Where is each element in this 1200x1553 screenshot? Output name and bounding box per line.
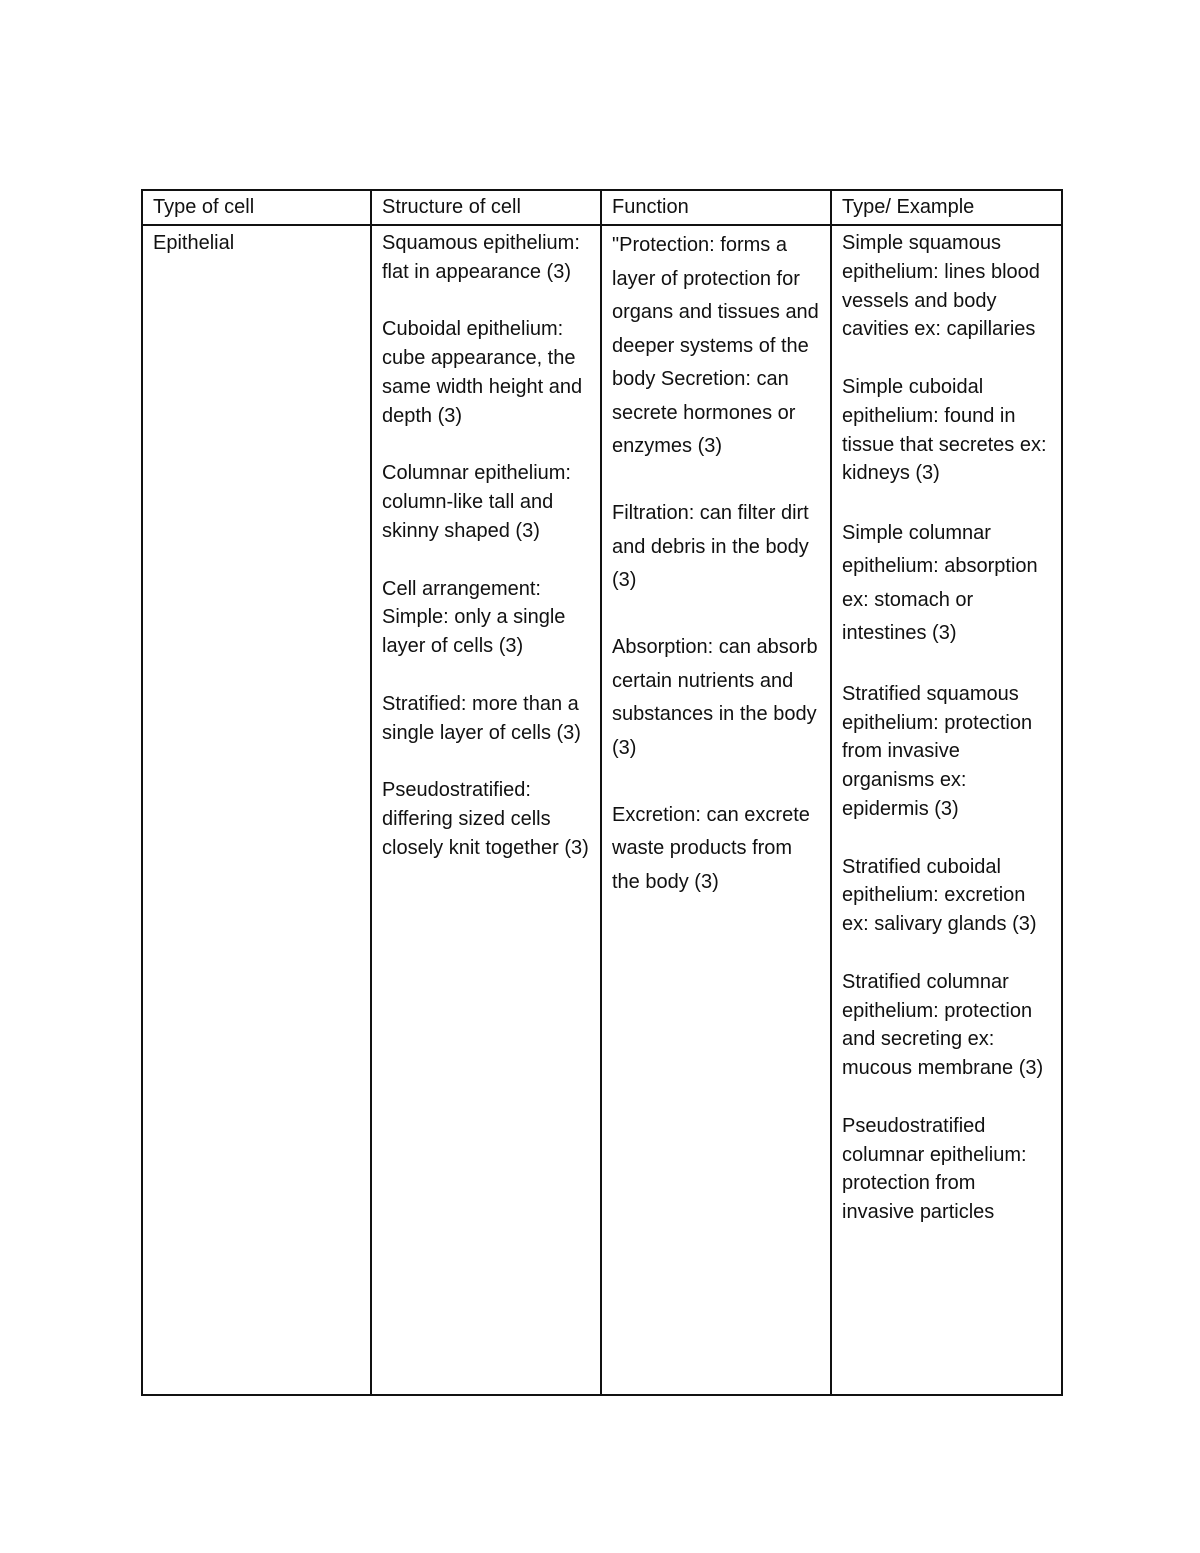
- header-type-example: Type/ Example: [831, 190, 1062, 225]
- structure-item: Pseudostratified: differing sized cells closely knit together (3): [382, 779, 589, 859]
- example-item: Simple squamous epithelium: lines blood vessels and body cavities ex: capillaries: [842, 232, 1040, 341]
- example-item: Pseudostratified columnar epithelium: protection from invasive particles: [842, 1114, 1027, 1224]
- structure-item: Cell arrangement: Simple: only a single layer of cells (3): [382, 577, 566, 658]
- example-item: Stratified cuboidal epithelium: excretion ex: salivary glands (3): [842, 855, 1037, 936]
- cell-structure: [371, 225, 601, 1395]
- function-item: Absorption: can absorb certain nutrients and substances in the body (3): [612, 636, 818, 759]
- cell-examples: [831, 225, 1062, 1395]
- header-type-of-cell: Type of cell: [142, 190, 371, 225]
- cell-function: [601, 225, 831, 1395]
- table-row: [142, 225, 1062, 1395]
- example-item: Simple columnar epithelium: absorption ex: stomach or intestines (3): [842, 521, 1038, 645]
- function-item: Excretion: can excrete waste products from the body (3): [612, 803, 810, 893]
- table-header-row: [142, 190, 1062, 225]
- cell-type-of-cell: [142, 225, 371, 1395]
- header-function: Function: [601, 190, 831, 225]
- structure-item: Squamous epithelium: flat in appearance (3): [382, 232, 580, 283]
- example-item: Simple cuboidal epithelium: found in tissue that secretes ex: kidneys (3): [842, 375, 1047, 485]
- example-item: Stratified squamous epithelium: protection from invasive organisms ex: epidermis (3): [842, 682, 1033, 820]
- header-structure-of-cell: Structure of cell: [371, 190, 601, 225]
- structure-item: Cuboidal epithelium: cube appearance, the same width height and depth (3): [382, 318, 583, 427]
- cell-types-table: [141, 189, 1063, 1396]
- type-of-cell-text: Epithelial: [153, 232, 235, 254]
- structure-item: Stratified: more than a single layer of cells (3): [382, 692, 581, 744]
- function-item: Filtration: can filter dirt and debris in the body (3): [612, 502, 809, 591]
- structure-item: Columnar epithelium: column-like tall and skinny shaped (3): [382, 462, 571, 542]
- function-item: "Protection: forms a layer of protection for organs and tissues and deeper systems of the body Secretion: can secrete hormones or enzymes (3): [612, 234, 819, 457]
- example-item: Stratified columnar epithelium: protection and secreting ex: mucous membrane (3): [842, 970, 1044, 1080]
